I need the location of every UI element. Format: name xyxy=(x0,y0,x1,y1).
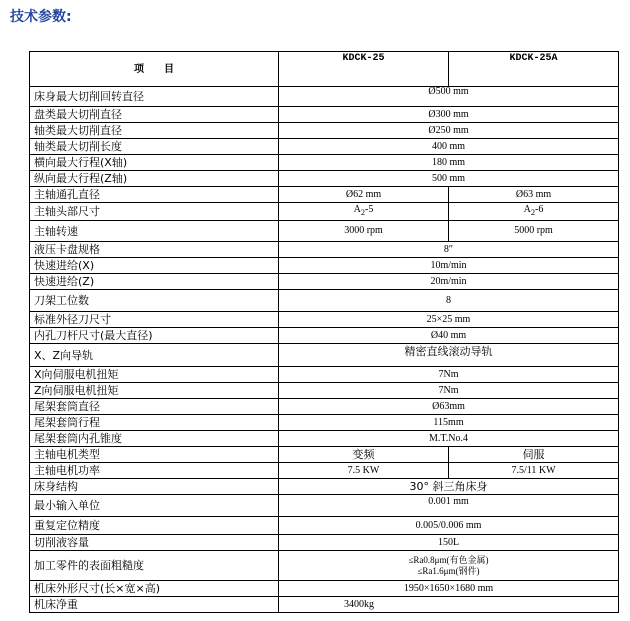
table-row xyxy=(30,344,619,367)
row-label: 液压卡盘规格 xyxy=(30,242,279,258)
row-label: 刀架工位数 xyxy=(30,290,279,312)
page-title: 技术参数: xyxy=(10,9,72,25)
row-label: 尾架套筒直径 xyxy=(30,399,279,415)
row-value: 500 mm xyxy=(279,171,619,187)
row-value-kdck-25: Ø62 mm xyxy=(279,187,449,203)
table-row xyxy=(30,479,619,495)
table-row xyxy=(30,367,619,383)
row-label: 内孔刀杆尺寸(最大直径) xyxy=(30,328,279,344)
row-value: 7Nm xyxy=(279,367,619,383)
header-item: 项 目 xyxy=(30,52,279,87)
row-value-kdck-25a: Ø63 mm xyxy=(449,187,619,203)
row-value: 0.001 mm xyxy=(279,495,619,517)
table-row xyxy=(30,551,619,581)
table-row xyxy=(30,431,619,447)
table-row xyxy=(30,107,619,123)
table-row xyxy=(30,203,619,221)
row-value: Ø40 mm xyxy=(279,328,619,344)
row-label: 主轴头部尺寸 xyxy=(30,203,279,221)
row-value: 30° 斜三角床身 xyxy=(279,479,619,495)
table-row xyxy=(30,463,619,479)
row-label: 最小输入单位 xyxy=(30,495,279,517)
roughness-steel: ≤Ra1.6μm(钢件) xyxy=(417,565,480,576)
row-value-kdck-25a: 5000 rpm xyxy=(449,221,619,242)
row-value: Ø300 mm xyxy=(279,107,619,123)
table-row xyxy=(30,155,619,171)
row-label: 切削液容量 xyxy=(30,535,279,551)
row-label: Z向伺服电机扭矩 xyxy=(30,383,279,399)
row-label: 主轴电机功率 xyxy=(30,463,279,479)
row-value: Ø250 mm xyxy=(279,123,619,139)
row-value: 精密直线滚动导轨 xyxy=(279,344,619,367)
row-label: 纵向最大行程(Z轴) xyxy=(30,171,279,187)
row-label: 主轴电机类型 xyxy=(30,447,279,463)
row-label: X、Z向导轨 xyxy=(30,344,279,367)
table-row xyxy=(30,290,619,312)
table-row xyxy=(30,495,619,517)
table-row xyxy=(30,535,619,551)
row-value-kdck-25: 变频 xyxy=(279,447,449,463)
table-row xyxy=(30,139,619,155)
row-value-kdck-25a: 伺服 xyxy=(449,447,619,463)
row-value: 150L xyxy=(279,535,619,551)
table-row xyxy=(30,312,619,328)
row-value: 8″ xyxy=(279,242,619,258)
row-value: 10m/min xyxy=(279,258,619,274)
value-subscript: 2 xyxy=(360,208,366,218)
value-rest: -6 xyxy=(535,204,544,216)
row-label: 轴类最大切削长度 xyxy=(30,139,279,155)
table-row xyxy=(30,171,619,187)
row-label: 主轴通孔直径 xyxy=(30,187,279,203)
row-value: 25×25 mm xyxy=(279,312,619,328)
header-row xyxy=(30,52,619,87)
row-label: 横向最大行程(X轴) xyxy=(30,155,279,171)
table-row xyxy=(30,399,619,415)
row-label: 床身结构 xyxy=(30,479,279,495)
row-value: 7Nm xyxy=(279,383,619,399)
row-label: 标准外径刀尺寸 xyxy=(30,312,279,328)
header-model-kdck-25: KDCK-25 xyxy=(279,52,449,87)
row-label: 轴类最大切削直径 xyxy=(30,123,279,139)
table-row xyxy=(30,258,619,274)
row-value: M.T.No.4 xyxy=(279,431,619,447)
row-value-kdck-25 xyxy=(279,203,449,221)
row-label: 机床外形尺寸(长×宽×高) xyxy=(30,581,279,597)
row-label: X向伺服电机扭矩 xyxy=(30,367,279,383)
row-label: 尾架套筒内孔锥度 xyxy=(30,431,279,447)
table-row xyxy=(30,328,619,344)
table-row xyxy=(30,221,619,242)
row-value-kdck-25: 7.5 KW xyxy=(279,463,449,479)
table-row xyxy=(30,581,619,597)
row-value: Ø63mm xyxy=(279,399,619,415)
value-rest: -5 xyxy=(365,204,374,216)
row-value: 3400kg xyxy=(279,597,619,613)
table-row xyxy=(30,123,619,139)
table-row xyxy=(30,87,619,107)
table-row xyxy=(30,383,619,399)
row-value-kdck-25a xyxy=(449,203,619,221)
row-value: 400 mm xyxy=(279,139,619,155)
row-value: 0.005/0.006 mm xyxy=(279,517,619,535)
table-row xyxy=(30,187,619,203)
header-model-kdck-25a: KDCK-25A xyxy=(449,52,619,87)
table-row xyxy=(30,415,619,431)
table-row xyxy=(30,447,619,463)
row-label: 快速进给(Z) xyxy=(30,274,279,290)
table-row xyxy=(30,274,619,290)
row-label: 快速进给(X) xyxy=(30,258,279,274)
row-value: 8 xyxy=(279,290,619,312)
row-value: 1950×1650×1680 mm xyxy=(279,581,619,597)
table-row xyxy=(30,242,619,258)
row-label: 重复定位精度 xyxy=(30,517,279,535)
row-value: 20m/min xyxy=(279,274,619,290)
row-label: 尾架套筒行程 xyxy=(30,415,279,431)
spec-table xyxy=(29,51,619,613)
row-label: 主轴转速 xyxy=(30,221,279,242)
table-row xyxy=(30,517,619,535)
value-subscript: 2 xyxy=(530,208,536,218)
row-value xyxy=(279,551,619,581)
row-label: 床身最大切削回转直径 xyxy=(30,87,279,107)
row-label: 机床净重 xyxy=(30,597,279,613)
row-value-kdck-25: 3000 rpm xyxy=(279,221,449,242)
row-label: 盘类最大切削直径 xyxy=(30,107,279,123)
row-value-kdck-25a: 7.5/11 KW xyxy=(449,463,619,479)
value-main: A xyxy=(523,204,531,216)
value-main: A xyxy=(353,204,361,216)
roughness-nonferrous: ≤Ra0.8μm(有色金属) xyxy=(408,554,489,565)
row-value: Ø500 mm xyxy=(279,87,619,107)
row-value: 115mm xyxy=(279,415,619,431)
row-label: 加工零件的表面粗糙度 xyxy=(30,551,279,581)
row-value: 180 mm xyxy=(279,155,619,171)
table-row xyxy=(30,597,619,613)
